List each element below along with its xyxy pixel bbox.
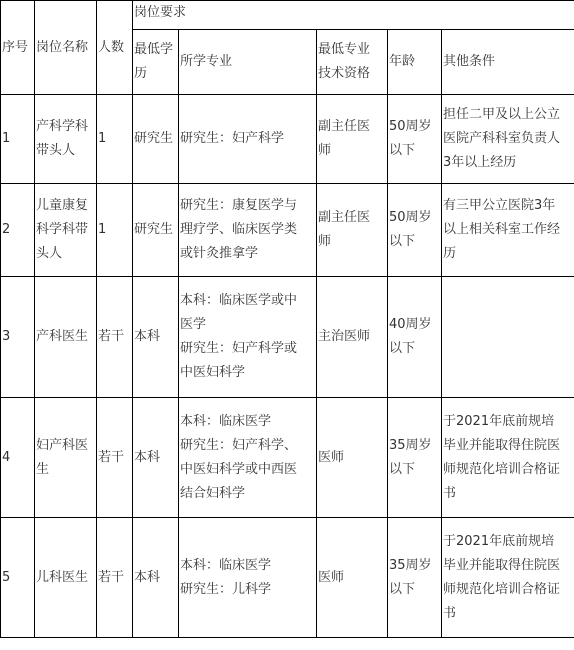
cell-position: 产科学科 带头人	[35, 95, 97, 184]
cell-count: 若干	[97, 518, 133, 638]
cell-major: 本科：临床医学或中 医学 研究生：妇产科学或 中医妇科学	[179, 277, 317, 398]
cell-count: 若干	[97, 398, 133, 518]
cell-other: 于2021年底前规培 毕业并能取得住院医 师规范化培训合格证 书	[442, 398, 574, 518]
cell-count: 1	[97, 184, 133, 277]
cell-major: 研究生：康复医学与 理疗学、临床医学类 或针灸推拿学	[179, 184, 317, 277]
header-position: 岗位名称	[35, 1, 97, 95]
cell-title: 医师	[317, 398, 388, 518]
cell-seq: 1	[1, 95, 35, 184]
cell-education: 本科	[133, 277, 179, 398]
table-row	[1, 518, 574, 638]
cell-age: 35周岁 以下	[388, 518, 442, 638]
cell-education: 本科	[133, 518, 179, 638]
table-row	[1, 184, 574, 277]
cell-count: 若干	[97, 277, 133, 398]
table-row	[1, 398, 574, 518]
cell-position: 儿科医生	[35, 518, 97, 638]
cell-title: 副主任医 师	[317, 95, 388, 184]
cell-seq: 5	[1, 518, 35, 638]
cell-seq: 2	[1, 184, 35, 277]
cell-seq: 4	[1, 398, 35, 518]
cell-education: 研究生	[133, 95, 179, 184]
cell-seq: 3	[1, 277, 35, 398]
header-title: 最低专业 技术资格	[317, 30, 388, 95]
header-count: 人数	[97, 1, 133, 95]
cell-age: 50周岁 以下	[388, 184, 442, 277]
header-education: 最低学 历	[133, 30, 179, 95]
cell-other: 有三甲公立医院3年 以上相关科室工作经 历	[442, 184, 574, 277]
table-row	[1, 95, 574, 184]
cell-count: 1	[97, 95, 133, 184]
cell-title: 副主任医 师	[317, 184, 388, 277]
table-row	[1, 277, 574, 398]
header-requirements-group: 岗位要求	[133, 1, 574, 30]
header-other: 其他条件	[442, 30, 574, 95]
cell-age: 50周岁 以下	[388, 95, 442, 184]
header-row-top	[1, 1, 574, 30]
cell-position: 儿童康复 科学科带 头人	[35, 184, 97, 277]
cell-education: 研究生	[133, 184, 179, 277]
header-seq: 序号	[1, 1, 35, 95]
cell-position: 产科医生	[35, 277, 97, 398]
cell-education: 本科	[133, 398, 179, 518]
cell-title: 医师	[317, 518, 388, 638]
cell-major: 本科：临床医学 研究生：妇产科学、 中医妇科学或中西医 结合妇科学	[179, 398, 317, 518]
cell-other: 于2021年底前规培 毕业并能取得住院医 师规范化培训合格证 书	[442, 518, 574, 638]
header-age: 年龄	[388, 30, 442, 95]
header-major: 所学专业	[179, 30, 317, 95]
cell-position: 妇产科医 生	[35, 398, 97, 518]
cell-title: 主治医师	[317, 277, 388, 398]
cell-age: 40周岁 以下	[388, 277, 442, 398]
cell-age: 35周岁 以下	[388, 398, 442, 518]
cell-major: 研究生：妇产科学	[179, 95, 317, 184]
cell-other	[442, 277, 574, 398]
cell-major: 本科：临床医学 研究生：儿科学	[179, 518, 317, 638]
cell-other: 担任二甲及以上公立 医院产科科室负责人 3年以上经历	[442, 95, 574, 184]
